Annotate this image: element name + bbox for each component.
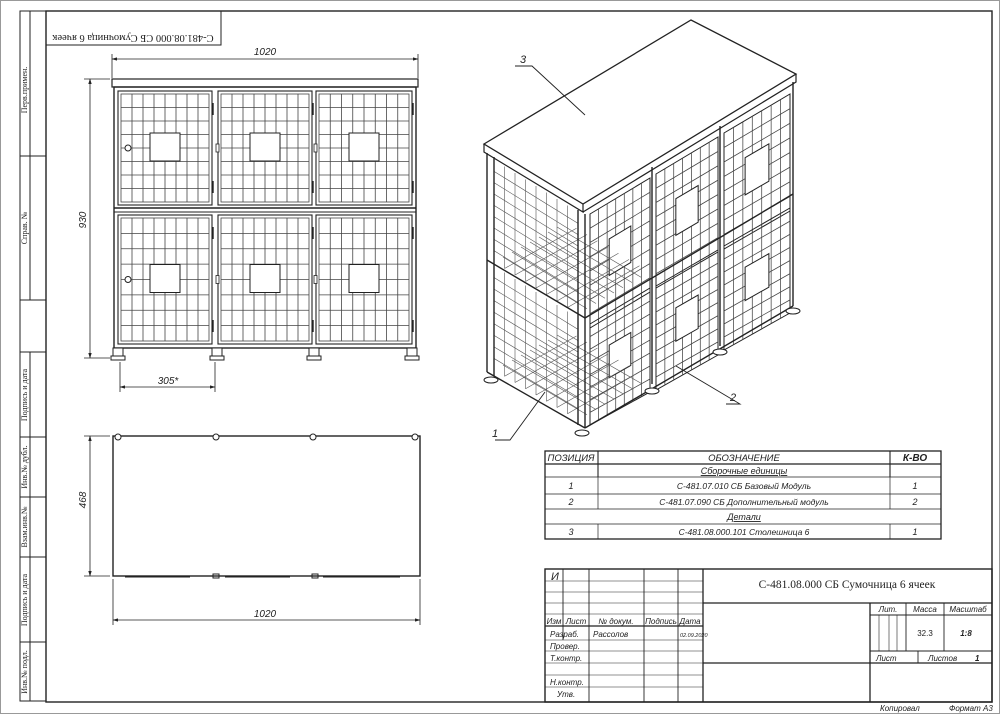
tb-sheets: 1: [975, 654, 980, 663]
tb-role-utv: Утв.: [557, 690, 576, 699]
tb-scale-label: Масштаб: [949, 605, 987, 614]
callout-2: 2: [730, 392, 737, 404]
stamp-label-4: Инв.№ дубл.: [20, 445, 29, 489]
tb-col-date: Дата: [679, 617, 701, 626]
tb-developer: Рассолов: [593, 630, 629, 639]
tb-date: 02.09.2020: [680, 633, 708, 639]
tb-title: С-481.08.000 СБ Сумочница 6 ячеек: [758, 579, 936, 591]
tb-revision-mark: И: [551, 571, 559, 583]
spec-section-parts: Детали: [727, 512, 761, 522]
stamp-label-6: Подпись и дата: [20, 573, 29, 627]
dim-front-width: 1020: [253, 47, 277, 58]
stamp-label-7: Инв.№ подл.: [20, 650, 29, 694]
spec-row2-qty: 2: [912, 497, 918, 507]
tb-col-sign: Подпись: [645, 617, 677, 626]
tb-mass-label: Масса: [913, 605, 937, 614]
spec-header-qty: К-ВО: [902, 453, 928, 464]
callout-1: 1: [492, 428, 499, 440]
spec-row2-designation: С-481.07.090 СБ Дополнительный модуль: [659, 497, 829, 507]
dim-top-width: 1020: [253, 609, 277, 620]
spec-row2-pos: 2: [568, 497, 574, 507]
tb-scale: 1:8: [960, 629, 972, 638]
tb-sheets-label: Листов: [928, 654, 958, 663]
spec-row1-designation: С-481.07.010 СБ Базовый Модуль: [676, 481, 812, 491]
spec-row1-pos: 1: [568, 481, 574, 491]
mirrored-code-text: С-481.08.000 СБ Сумочница 6 ячеек: [52, 32, 214, 43]
spec-section-assemblies: Сборочные единицы: [700, 466, 788, 476]
tb-col-list: Лист: [565, 617, 587, 626]
tb-mass: 32.3: [917, 629, 933, 638]
tb-role-nkontr: Н.контр.: [550, 678, 584, 687]
spec-row3-designation: С-481.08.000.101 Столешница 6: [678, 527, 810, 537]
tb-role-razrab: Разраб.: [550, 630, 579, 639]
stamp-label-5: Взам.инв.№: [20, 506, 29, 548]
spec-row3-pos: 3: [568, 527, 574, 537]
callout-3: 3: [520, 54, 527, 66]
dim-front-height: 930: [78, 211, 89, 229]
stamp-label-2: Справ. №: [20, 211, 29, 245]
stamp-label-3: Подпись и дата: [20, 368, 29, 422]
spec-row1-qty: 1: [912, 481, 918, 491]
spec-header-designation: ОБОЗНАЧЕНИЕ: [708, 453, 780, 464]
tb-sheet-label: Лист: [876, 654, 897, 663]
stamp-label-1: Перв.примен.: [20, 66, 29, 114]
spec-row3-qty: 1: [912, 527, 918, 537]
tb-copied: Копировал: [880, 704, 920, 713]
tb-lit-label: Лит.: [878, 605, 898, 614]
tb-role-tkontr: Т.контр.: [550, 654, 583, 663]
spec-header-pos: ПОЗИЦИЯ: [547, 453, 595, 464]
dim-top-depth: 468: [78, 491, 89, 509]
tb-role-prover: Провер.: [550, 642, 580, 651]
dim-cell-pitch: 305*: [157, 376, 179, 387]
tb-format: Формат А3: [949, 704, 993, 713]
tb-col-izm: Изм: [546, 617, 562, 626]
tb-col-doc: № докум.: [598, 617, 634, 626]
